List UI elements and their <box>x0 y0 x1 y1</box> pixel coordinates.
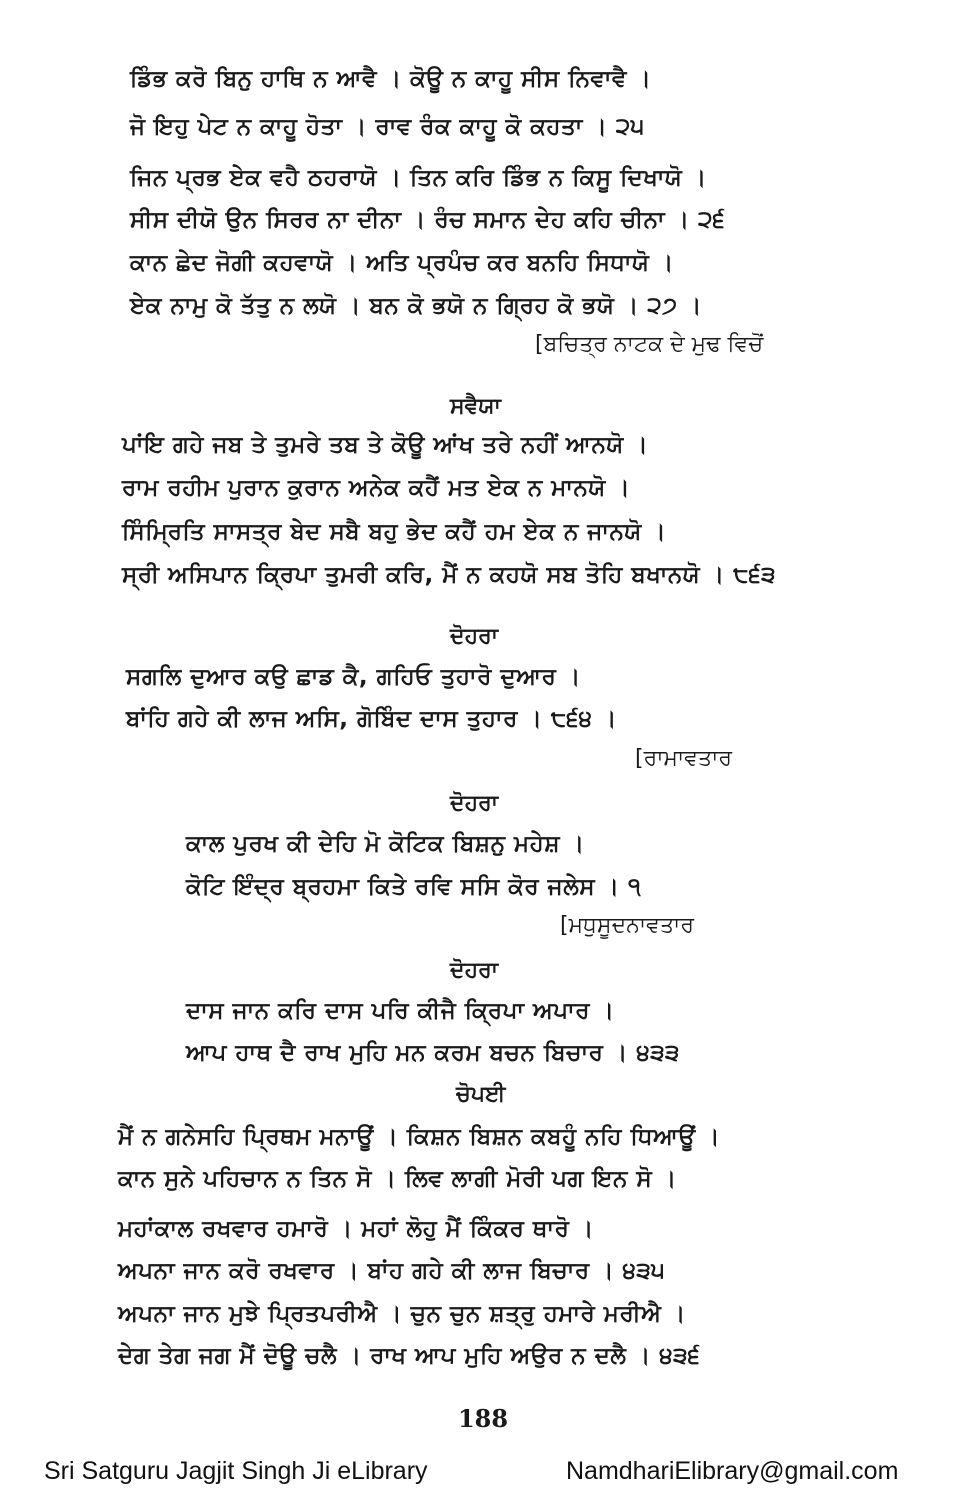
verse-line: ਕੋਟਿ ਇੰਦ੍ਰ ਬ੍ਰਹਮਾ ਕਿਤੇ ਰਵਿ ਸਸਿ ਕੋਰ ਜਲੇਸ । ੧ <box>186 874 642 900</box>
verse-line: ਜਿਨ ਪ੍ਰਭ ਏਕ ਵਹੈ ਠਹਰਾਯੋ । ਤਿਨ ਕਰਿ ਡਿੰਭ ਨ ਕਿਸੂ ਦਿਖਾਯੋ । <box>130 165 707 191</box>
verse-line: ਰਾਮ ਰਹੀਮ ਪੁਰਾਨ ਕੁਰਾਨ ਅਨੇਕ ਕਹੈਂ ਮਤ ਏਕ ਨ ਮਾਨਯੋ । <box>122 475 631 501</box>
page-number: 188 <box>457 1404 509 1433</box>
verse-line: ਆਪ ਹਾਥ ਦੈ ਰਾਖ ਮੁਹਿ ਮਨ ਕਰਮ ਬਚਨ ਬਿਚਾਰ । ੪੩੩ <box>186 1040 680 1066</box>
verse-line: ਡਿੰਭ ਕਰੋ ਬਿਨੁ ਹਾਥਿ ਨ ਆਵੈ । ਕੋਊ ਨ ਕਾਹੂ ਸੀਸ ਨਿਵਾਵੈ । <box>130 66 652 92</box>
verse-line: ਬਾਂਹਿ ਗਹੇ ਕੀ ਲਾਜ ਅਸਿ, ਗੋਬਿੰਦ ਦਾਸ ਤੁਹਾਰ । ੮੬੪ । <box>126 706 618 732</box>
verse-line: ਪਾਂਇ ਗਹੇ ਜਬ ਤੇ ਤੁਮਰੇ ਤਬ ਤੇ ਕੋਊ ਆਂਖ ਤਰੇ ਨਹੀਂ ਆਨਯੋ । <box>122 432 649 458</box>
section-heading: ਚੋਪਈ <box>456 1082 506 1107</box>
verse-line: ਅਪਨਾ ਜਾਨ ਮੁਝੇ ਪ੍ਰਿਤਪਰੀਐ । ਚੁਨ ਚੁਨ ਸ਼ਤ੍ਰੁ ਹਮਾਰੇ ਮਰੀਐ । <box>118 1301 686 1327</box>
verse-line: ਦੇਗ ਤੇਗ ਜਗ ਮੈਂ ਦੋਊ ਚਲੈ । ਰਾਖ ਆਪ ਮੁਹਿ ਅਉਰ ਨ ਦਲੈ । ੪੩੬ <box>118 1343 701 1369</box>
section-heading: ਦੋਹਰਾ <box>450 958 499 983</box>
verse-line: ਕਾਨ ਛੇਦ ਜੋਗੀ ਕਹਵਾਯੋ । ਅਤਿ ਪ੍ਰਪੰਚ ਕਰ ਬਨਹਿ ਸਿਧਾਯੋ । <box>130 250 674 276</box>
verse-line: ਸ੍ਰੀ ਅਸਿਪਾਨ ਕ੍ਰਿਪਾ ਤੁਮਰੀ ਕਰਿ, ਮੈਂ ਨ ਕਹਯੋ ਸਬ ਤੋਹਿ ਬਖਾਨਯੋ । ੮੬੩ <box>122 562 776 588</box>
verse-line: ਸੀਸ ਦੀਯੋ ਉਨ ਸਿਰਰ ਨਾ ਦੀਨਾ । ਰੰਚ ਸਮਾਨ ਦੇਹ ਕਹਿ ਚੀਨਾ । ੨੬ <box>130 207 726 233</box>
source-reference: [ਮਧੁਸੂਦਨਾਵਤਾਰ <box>560 913 694 938</box>
footer-library-name: Sri Satguru Jagjit Singh Ji eLibrary <box>44 1457 428 1485</box>
source-reference: [ਰਾਮਾਵਤਾਰ <box>635 746 733 771</box>
verse-line: ਕਾਲ ਪੁਰਖ ਕੀ ਦੇਹਿ ਮੋ ਕੋਟਿਕ ਬਿਸ਼ਨੁ ਮਹੇਸ਼ । <box>186 831 585 857</box>
verse-line: ਦਾਸ ਜਾਨ ਕਰਿ ਦਾਸ ਪਰਿ ਕੀਜੈ ਕ੍ਰਿਪਾ ਅਪਾਰ । <box>186 998 615 1024</box>
verse-line: ਅਪਨਾ ਜਾਨ ਕਰੋ ਰਖਵਾਰ । ਬਾਂਹ ਗਹੇ ਕੀ ਲਾਜ ਬਿਚਾਰ । ੪੩੫ <box>118 1258 666 1284</box>
verse-line: ਕਾਨ ਸੁਨੇ ਪਹਿਚਾਨ ਨ ਤਿਨ ਸੋ । ਲਿਵ ਲਾਗੀ ਮੋਰੀ ਪਗ ਇਨ ਸੋ । <box>118 1166 677 1192</box>
verse-line: ਮੈਂ ਨ ਗਨੇਸਹਿ ਪ੍ਰਿਥਮ ਮਨਾਊਂ । ਕਿਸ਼ਨ ਬਿਸ਼ਨ ਕਬਹੂੰ ਨਹਿ ਧਿਆਊਂ । <box>118 1124 721 1150</box>
verse-line: ਸਿੰਮ੍ਰਿਤਿ ਸਾਸਤ੍ਰ ਬੇਦ ਸਬੈ ਬਹੁ ਭੇਦ ਕਹੈਂ ਹਮ ਏਕ ਨ ਜਾਨਯੋ । <box>122 519 667 545</box>
footer-email: NamdhariElibrary@gmail.com <box>566 1457 899 1485</box>
verse-line: ਏਕ ਨਾਮੁ ਕੋ ਤੱਤੁ ਨ ਲਯੋ । ਬਨ ਕੋ ਭਯੋ ਨ ਗ੍ਰਿਹ ਕੋ ਭਯੋ । ੨੭ । <box>130 293 702 319</box>
verse-line: ਮਹਾਂਕਾਲ ਰਖਵਾਰ ਹਮਾਰੋ । ਮਹਾਂ ਲੋਹੁ ਮੈਂ ਕਿੰਕਰ ਥਾਰੋ । <box>118 1216 594 1242</box>
section-heading: ਸਵੈਯਾ <box>450 394 501 419</box>
section-heading: ਦੋਹਰਾ <box>450 624 499 649</box>
verse-line: ਜੋ ਇਹੁ ਪੇਟ ਨ ਕਾਹੂ ਹੋਤਾ । ਰਾਵ ਰੰਕ ਕਾਹੂ ਕੋ ਕਹਤਾ । ੨੫ <box>130 114 645 140</box>
section-heading: ਦੋਹਰਾ <box>450 791 499 816</box>
source-reference: [ਬਚਿਤ੍ਰ ਨਾਟਕ ਦੇ ਮੁਢ ਵਿਚੋਂ <box>535 332 764 357</box>
verse-line: ਸਗਲਿ ਦੁਆਰ ਕਉ ਛਾਡ ਕੈ, ਗਹਿਓ ਤੁਹਾਰੋ ਦੁਆਰ । <box>126 664 581 690</box>
